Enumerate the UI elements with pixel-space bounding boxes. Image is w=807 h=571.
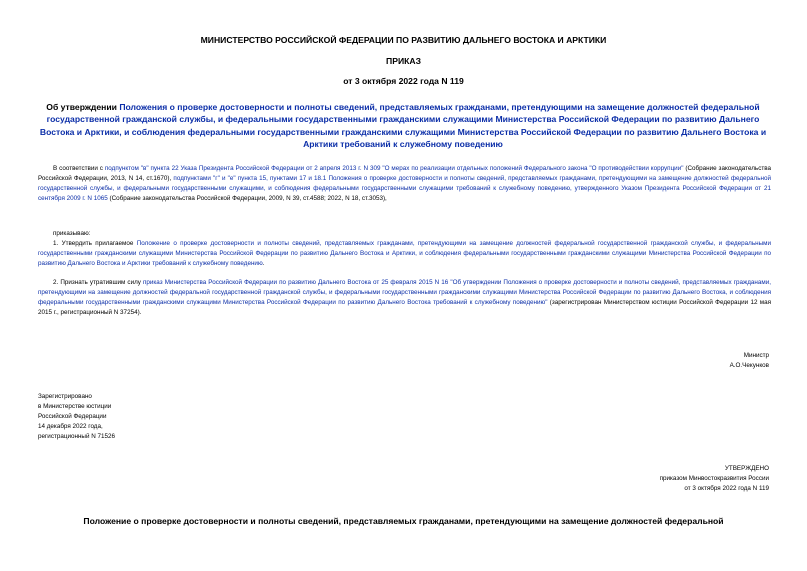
order-title — [32, 101, 774, 151]
approval-line: от 3 октября 2022 года N 119 — [684, 484, 769, 492]
approval-line: приказом Минвостокразвития России — [659, 474, 769, 482]
title-regulation-link[interactable]: Положения о проверке достоверности и полноты сведений, представляемых гражданами, претендующими на замещение должностей федеральной государственной гражданской службы, и федеральными государственными гражданскими служащими Министерства Российской Федерации по развитию Дальнего Востока и Арктики, и соблюдения федеральными государственными гражданскими служащими Министерства Российской Федерации по развитию Дальнего Востока и Арктики требований к служебному поведению — [39, 102, 767, 150]
registration-block — [38, 392, 115, 442]
registration-line: Российской Федерации — [38, 412, 107, 420]
item-1-text: 1. Утвердить прилагаемое — [53, 240, 137, 247]
approval-line: УТВЕРЖДЕНО — [724, 465, 769, 472]
approval-block — [660, 464, 769, 494]
preamble-text-3: (Собрание законодательства Российской Федерации, 2009, N 39, ст.4588; 2022, N 18, ст.3053), — [107, 194, 387, 202]
signer-position: Министр — [743, 352, 769, 359]
preamble-paragraph — [38, 164, 771, 204]
ministry-heading: МИНИСТЕРСТВО РОССИЙСКОЙ ФЕДЕРАЦИИ ПО РАЗВИТИЮ ДАЛЬНЕГО ВОСТОКА И АРКТИКИ — [200, 35, 607, 45]
item-2-paragraph — [38, 278, 771, 318]
preamble-link-decree-1065[interactable]: подпунктами "г" и "е" пункта 15, пунктами 17 и 18.1 Положения о проверке достоверности и полноты сведений, представляемых гражданами, претендующими на замещение должностей федеральной государственной службы, и федеральными государственными служащими, и соблюдения федеральными государственными служащими требований к служебному поведению, утвержденного Указом Президента Российской Федерации от 21 сентября 2009 г. N 1065 — [38, 174, 772, 202]
item-1-regulation-link[interactable]: Положение о проверке достоверности и полноты сведений, представляемых гражданами, претендующими на замещение должностей федеральной государственной гражданской службы, и федеральными государственными гражданскими служащими Министерства Российской Федерации по развитию Дальнего Востока и Арктики, и соблюдения федеральными государственными гражданскими служащими Министерства Российской Федерации по развитию Дальнего Востока и Арктики требований к служебному поведению — [38, 240, 771, 267]
item-1-end: . — [262, 259, 265, 267]
registration-line: 14 декабря 2022 года, — [38, 422, 103, 430]
registration-line: регистрационный N 71526 — [38, 432, 116, 440]
preamble-link-decree-309[interactable]: подпунктом "в" пункта 22 Указа Президента Российской Федерации от 2 апреля 2013 г. N 309 "О мерах по реализации отдельных положений Федерального закона "О противодействии коррупции" — [104, 165, 684, 172]
signer-name: А.О.Чекунков — [729, 361, 769, 369]
preamble-text-1: В соответствии с — [53, 165, 105, 172]
item-2-end: (зарегистрирован Министерством юстиции Российской Федерации 12 мая 2015 г., регистрационный N 37254). — [38, 298, 772, 316]
order-word: приказываю: — [53, 230, 91, 237]
registration-line: в Министерстве юстиции — [38, 402, 112, 410]
title-prefix: Об утверждении — [46, 102, 120, 112]
item-1-paragraph — [38, 239, 771, 269]
document-type: ПРИКАЗ — [386, 56, 421, 66]
item-2-text: 2. Признать утратившим силу — [53, 279, 143, 286]
registration-line: Зарегистрировано — [38, 393, 92, 400]
regulation-heading: Положение о проверке достоверности и полноты сведений, представляемых гражданами, претендующими на замещение должностей федеральной — [83, 516, 724, 526]
signature-block — [730, 351, 769, 371]
order-date-number: от 3 октября 2022 года N 119 — [343, 76, 464, 86]
item-2-order-link[interactable]: приказ Министерства Российской Федерации по развитию Дальнего Востока от 25 февраля 2015 N 16 "Об утверждении Положения о проверке достоверности и полноты сведений, представляемых гражданами, претендующими на замещение должностей федеральной государственной гражданской службы, и федеральными государственными гражданскими служащими Министерства Российской Федерации по развитию Дальнего Востока, и соблюдения федеральными государственными гражданскими служащими Министерства Российской Федерации по развитию Дальнего Востока требований к служебному поведению" — [38, 279, 771, 306]
preamble-text-2: (Собрание законодательства Российской Федерации, 2013, N 14, ст.1670), — [38, 165, 772, 182]
